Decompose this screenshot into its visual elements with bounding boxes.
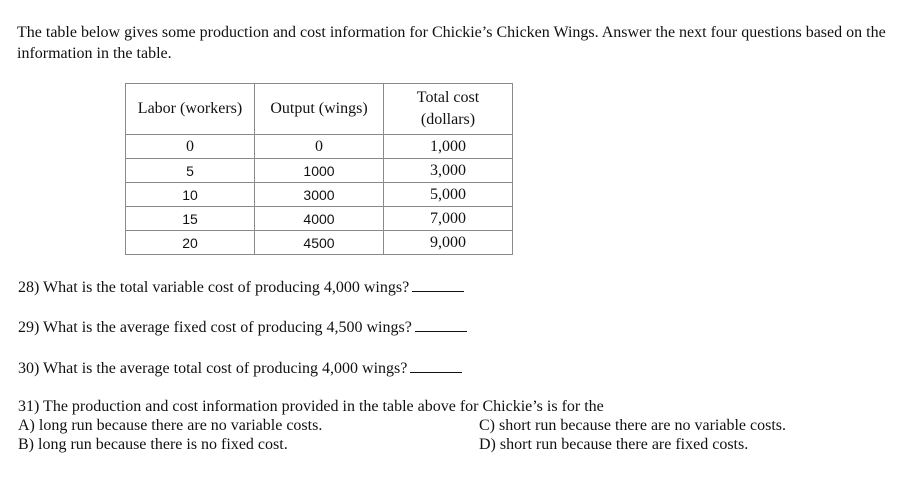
header-labor: Labor (workers)	[126, 84, 255, 135]
option-b: B) long run because there is no fixed cost.	[18, 436, 288, 453]
header-output: Output (wings)	[255, 84, 384, 135]
cell-output: 3000	[255, 183, 384, 207]
option-d: D) short run because there are fixed costs.	[479, 436, 749, 453]
intro-paragraph: The table below gives some production and cost information for Chickie’s Chicken Wings. Answer the next four questions based on the information in the table.	[17, 24, 886, 62]
cell-cost: 9,000	[384, 231, 513, 255]
cell-labor: 5	[126, 159, 255, 183]
question-28-text: 28) What is the total variable cost of producing 4,000 wings?	[18, 279, 410, 296]
cell-cost: 3,000	[384, 159, 513, 183]
question-29	[18, 317, 467, 338]
question-31-options	[18, 416, 898, 456]
cell-output: 4000	[255, 207, 384, 231]
answer-blank-29[interactable]	[415, 317, 467, 332]
cell-output: 0	[255, 135, 384, 159]
answer-blank-28[interactable]	[412, 277, 464, 292]
cell-labor: 0	[126, 135, 255, 159]
cell-labor: 10	[126, 183, 255, 207]
answer-blank-30[interactable]	[410, 358, 462, 373]
option-c: C) short run because there are no variable costs.	[479, 417, 786, 434]
cell-labor: 15	[126, 207, 255, 231]
cell-cost: 7,000	[384, 207, 513, 231]
header-total-cost-line2: (dollars)	[420, 111, 476, 128]
question-30-text: 30) What is the average total cost of producing 4,000 wings?	[18, 360, 408, 377]
cell-output: 1000	[255, 159, 384, 183]
cell-output: 4500	[255, 231, 384, 255]
table-row	[126, 135, 513, 159]
question-28	[18, 277, 464, 298]
cell-cost: 1,000	[384, 135, 513, 159]
table-row	[126, 183, 513, 207]
header-total-cost	[384, 84, 513, 135]
option-a: A) long run because there are no variable costs.	[18, 417, 323, 434]
question-29-text: 29) What is the average fixed cost of producing 4,500 wings?	[18, 319, 412, 336]
cell-cost: 5,000	[384, 183, 513, 207]
question-31-stem: 31) The production and cost information provided in the table above for Chickie’s is for the	[18, 398, 604, 415]
table-row	[126, 231, 513, 255]
cell-labor: 20	[126, 231, 255, 255]
question-31	[18, 397, 898, 456]
table-row	[126, 159, 513, 183]
production-cost-table	[125, 83, 513, 255]
table-row	[126, 207, 513, 231]
table-header-row	[126, 84, 513, 135]
question-30	[18, 358, 462, 379]
header-total-cost-line1: Total cost	[416, 89, 480, 106]
